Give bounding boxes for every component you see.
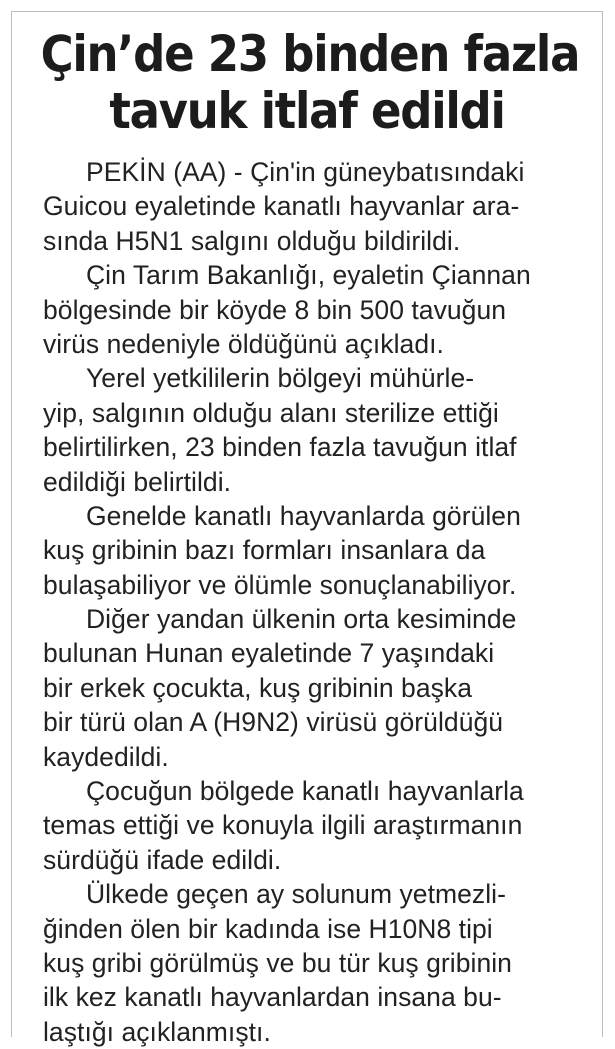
headline-line-1: Çin’de 23 binden fazla bbox=[40, 25, 580, 83]
body-text-line: belirtilirken, 23 binden fazla tavuğun itlaf bbox=[43, 432, 517, 463]
body-text-line: bir türü olan A (H9N2) virüsü görüldüğü bbox=[43, 707, 504, 738]
body-text-line: kaydedildi. bbox=[43, 741, 169, 772]
paragraph-first-line: Genelde kanatlı hayvanlarda görülen bbox=[86, 500, 521, 531]
paragraph-first-line: Çocuğun bölgede kanatlı hayvanlarla bbox=[86, 776, 524, 807]
body-text-line: bulunan Hunan eyaletinde 7 yaşındaki bbox=[43, 638, 495, 669]
body-text-line: virüs nedeniyle öldüğünü açıkladı. bbox=[43, 328, 444, 359]
body-text-line: ilk kez kanatlı hayvanlardan insana bu- bbox=[43, 982, 502, 1013]
body-text-line: kuş gribinin bazı formları insanlara da bbox=[43, 535, 486, 566]
body-text-line: temas ettiği ve konuyla ilgili araştırmanın bbox=[43, 810, 523, 841]
body-text-line: edildiği belirtildi. bbox=[43, 466, 232, 497]
headline-line-2: tavuk itlaf edildi bbox=[109, 82, 505, 140]
body-text-line: bölgesinde bir köyde 8 bin 500 tavuğun bbox=[43, 294, 507, 325]
body-text-line: yip, salgının olduğu alanı sterilize ettiği bbox=[43, 397, 499, 428]
paragraph-first-line: PEKİN (AA) - Çin'in güneybatısındaki bbox=[86, 157, 525, 187]
paragraph-first-line: Ülkede geçen ay solunum yetmezli- bbox=[86, 879, 506, 910]
headline bbox=[40, 25, 580, 140]
body-text-line: sında H5N1 salgını olduğu bildirildi. bbox=[43, 225, 461, 256]
body-text-line: bir erkek çocukta, kuş gribinin başka bbox=[43, 672, 472, 703]
body-text-line: kuş gribi görülmüş ve bu tür kuş gribinin bbox=[43, 947, 512, 978]
body-text-line: bulaşabiliyor ve ölümle sonuçlanabiliyor. bbox=[43, 569, 517, 600]
paragraph-first-line: Çin Tarım Bakanlığı, eyaletin Çiannan bbox=[86, 260, 531, 291]
paragraph-first-line: Diğer yandan ülkenin orta kesiminde bbox=[86, 604, 517, 635]
paragraph-first-line: Yerel yetkililerin bölgeyi mühürle- bbox=[86, 363, 475, 394]
body-text-line: laştığı açıklanmıştı. bbox=[43, 1016, 271, 1047]
body-text-line: sürdüğü ifade edildi. bbox=[43, 844, 282, 875]
article-body bbox=[43, 155, 591, 1049]
body-text-line: ğinden ölen bir kadında ise H10N8 tipi bbox=[43, 913, 493, 944]
body-text-line: Guicou eyaletinde kanatlı hayvanlar ara- bbox=[43, 191, 520, 222]
